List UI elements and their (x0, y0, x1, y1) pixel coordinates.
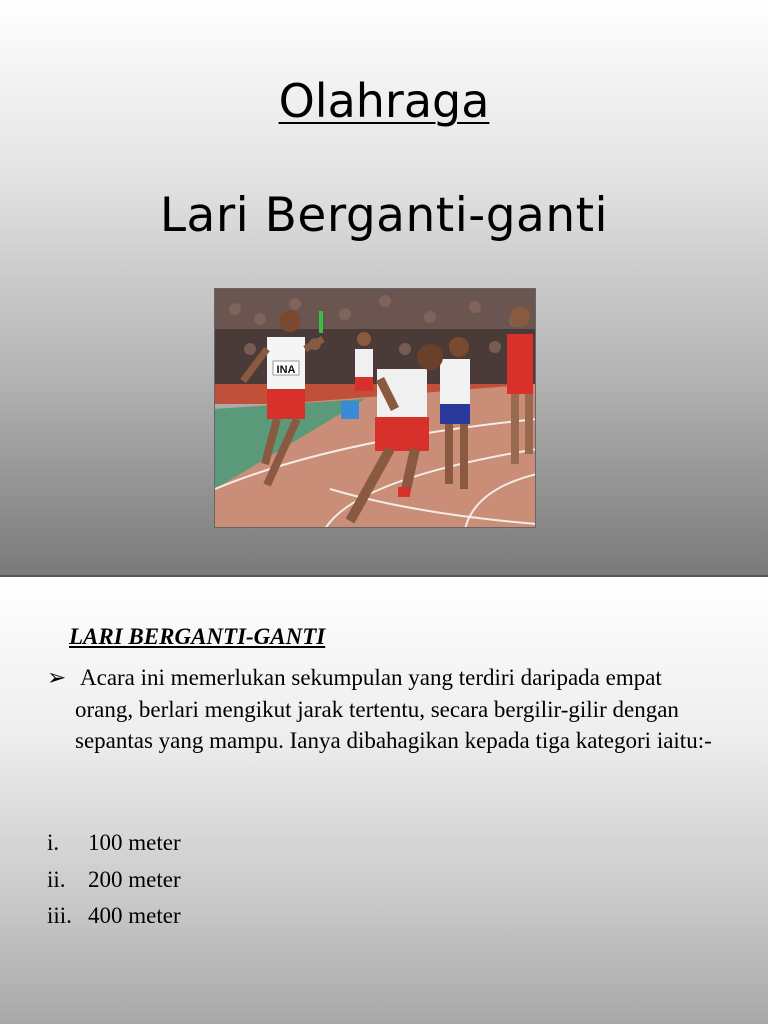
relay-race-photo (214, 288, 536, 528)
description-paragraph: Acara ini memerlukan sekumpulan yang terdiri daripada empat orang, berlari mengikut jarak tertentu, secara bergilir-gilir dengan sepantas yang mampu. Ianya dibahagikan kepada tiga kategori iaitu:- (75, 665, 712, 753)
list-text: 400 meter (88, 903, 181, 928)
list-number: ii. (47, 867, 66, 892)
list-item (47, 903, 181, 929)
section-heading: LARI BERGANTI-GANTI (69, 624, 326, 649)
slide-subtitle: Lari Berganti-ganti (159, 188, 609, 243)
slide-title: Olahraga (278, 74, 490, 128)
bib-text: INA (276, 364, 296, 376)
list-text: 200 meter (88, 867, 181, 892)
list-number: iii. (47, 903, 72, 928)
list-item (47, 830, 181, 856)
slide-2 (0, 577, 768, 1024)
list-item (47, 867, 181, 893)
bullet-arrow-icon: ➢ (47, 665, 67, 690)
list-number: i. (47, 830, 60, 855)
list-text: 100 meter (88, 830, 181, 855)
